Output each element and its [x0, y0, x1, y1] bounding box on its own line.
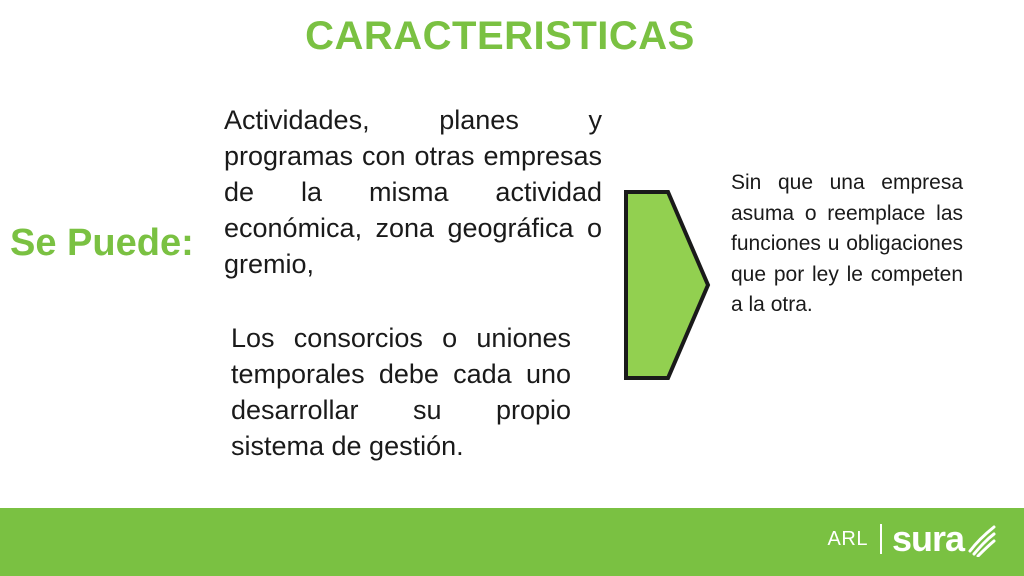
footer-bar [0, 508, 1024, 576]
logo-sura-text: sura [891, 518, 964, 559]
paragraph-sin-que: Sin que una empresa asuma o reemplace las funciones u obligaciones que por ley le competen a la otra. [731, 171, 963, 316]
logo-arl-text: ARL [827, 527, 868, 550]
paragraph-actividades: Actividades, planes y programas con otras empresas de la misma actividad económica, zona geográfica o gremio, [224, 105, 602, 279]
sura-wave-icon [966, 521, 996, 557]
logo-separator [880, 524, 882, 554]
lead-label: Se Puede: [10, 222, 194, 264]
slide-title: CARACTERISTICAS [305, 14, 695, 58]
chevron-arrow-icon [620, 186, 720, 384]
arl-sura-logo [828, 518, 996, 560]
paragraph-consorcios: Los consorcios o uniones temporales debe cada uno desarrollar su propio sistema de gestión. [231, 323, 571, 461]
